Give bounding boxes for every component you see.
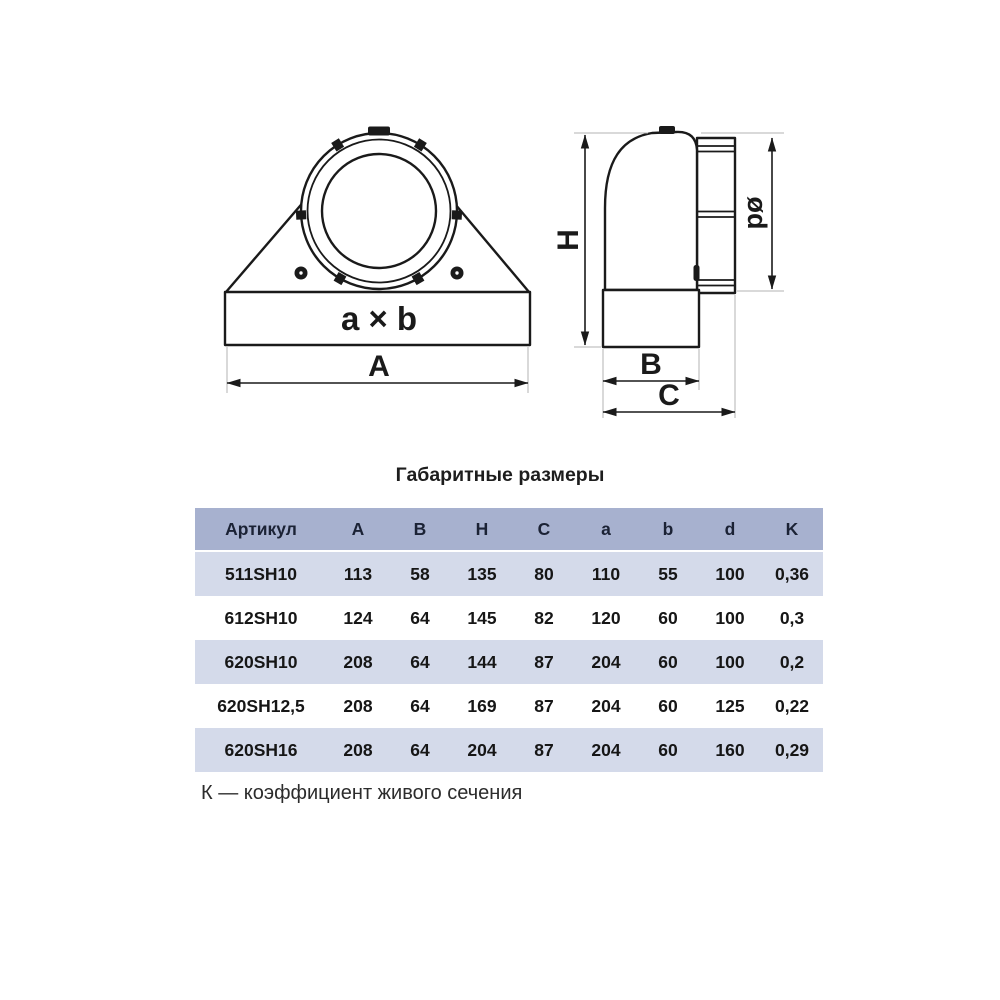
header-a-small: a [575, 508, 637, 552]
value-cell: 87 [513, 684, 575, 728]
body-top-tab [659, 126, 675, 134]
screw-hole-center [455, 271, 458, 274]
header-d-small: d [699, 508, 761, 552]
value-cell: 0,2 [761, 640, 823, 684]
flange-tab [452, 215, 462, 216]
value-cell: 87 [513, 728, 575, 772]
article-cell: 511SH10 [195, 552, 327, 596]
table-row [195, 552, 823, 596]
value-cell: 204 [451, 728, 513, 772]
value-cell: 0,36 [761, 552, 823, 596]
dimension-d-label: ød [742, 196, 772, 230]
table-row [195, 640, 823, 684]
dimension-b-label: B [640, 348, 662, 381]
value-cell: 80 [513, 552, 575, 596]
value-cell: 60 [637, 596, 699, 640]
value-cell: 208 [327, 684, 389, 728]
value-cell: 64 [389, 640, 451, 684]
value-cell: 82 [513, 596, 575, 640]
elbow-body-outline [605, 132, 697, 290]
value-cell: 87 [513, 640, 575, 684]
value-cell: 204 [575, 640, 637, 684]
table-row [195, 596, 823, 640]
value-cell: 124 [327, 596, 389, 640]
header-article: Артикул [195, 508, 327, 552]
dimension-a-label: A [368, 350, 390, 383]
flange-tab [296, 215, 306, 216]
value-cell: 0,3 [761, 596, 823, 640]
article-cell: 620SH10 [195, 640, 327, 684]
value-cell: 60 [637, 684, 699, 728]
header-k: K [761, 508, 823, 552]
table-row [195, 684, 823, 728]
value-cell: 64 [389, 596, 451, 640]
value-cell: 60 [637, 640, 699, 684]
article-cell: 612SH10 [195, 596, 327, 640]
value-cell: 145 [451, 596, 513, 640]
side-base-outline [603, 290, 699, 347]
header-c: C [513, 508, 575, 552]
value-cell: 100 [699, 640, 761, 684]
table-header-row [195, 508, 823, 552]
footnote: К — коэффициент живого сечения [201, 782, 523, 804]
value-cell: 110 [575, 552, 637, 596]
value-cell: 55 [637, 552, 699, 596]
header-b: B [389, 508, 451, 552]
flange-tab [338, 274, 343, 283]
value-cell: 144 [451, 640, 513, 684]
spigot-outline [697, 138, 735, 293]
article-cell: 620SH16 [195, 728, 327, 772]
flange-tab [335, 141, 340, 150]
value-cell: 0,29 [761, 728, 823, 772]
value-cell: 64 [389, 728, 451, 772]
value-cell: 100 [699, 552, 761, 596]
dimension-h-label: H [552, 229, 585, 251]
body-clip-tab [694, 265, 700, 281]
duct-bore-circle [322, 154, 436, 268]
value-cell: 113 [327, 552, 389, 596]
value-cell: 125 [699, 684, 761, 728]
flange-tab [418, 141, 423, 150]
table-row [195, 728, 823, 772]
dimensions-table [195, 508, 823, 772]
dimension-c-label: C [658, 379, 680, 412]
value-cell: 160 [699, 728, 761, 772]
table-body [195, 552, 823, 772]
technical-drawing [0, 0, 1000, 460]
side-view [552, 126, 784, 418]
value-cell: 64 [389, 684, 451, 728]
value-cell: 208 [327, 728, 389, 772]
flange-top-tab [368, 127, 390, 136]
article-cell: 620SH12,5 [195, 684, 327, 728]
header-a: A [327, 508, 389, 552]
table-title: Габаритные размеры [395, 464, 605, 486]
value-cell: 60 [637, 728, 699, 772]
value-cell: 135 [451, 552, 513, 596]
front-view [225, 127, 530, 394]
value-cell: 0,22 [761, 684, 823, 728]
header-b-small: b [637, 508, 699, 552]
value-cell: 204 [575, 684, 637, 728]
flange-tab [416, 274, 421, 283]
screw-hole-center [299, 271, 302, 274]
value-cell: 208 [327, 640, 389, 684]
value-cell: 169 [451, 684, 513, 728]
table-header [195, 508, 823, 552]
value-cell: 120 [575, 596, 637, 640]
value-cell: 58 [389, 552, 451, 596]
port-size-label: a × b [340, 300, 418, 337]
value-cell: 100 [699, 596, 761, 640]
header-h: H [451, 508, 513, 552]
value-cell: 204 [575, 728, 637, 772]
